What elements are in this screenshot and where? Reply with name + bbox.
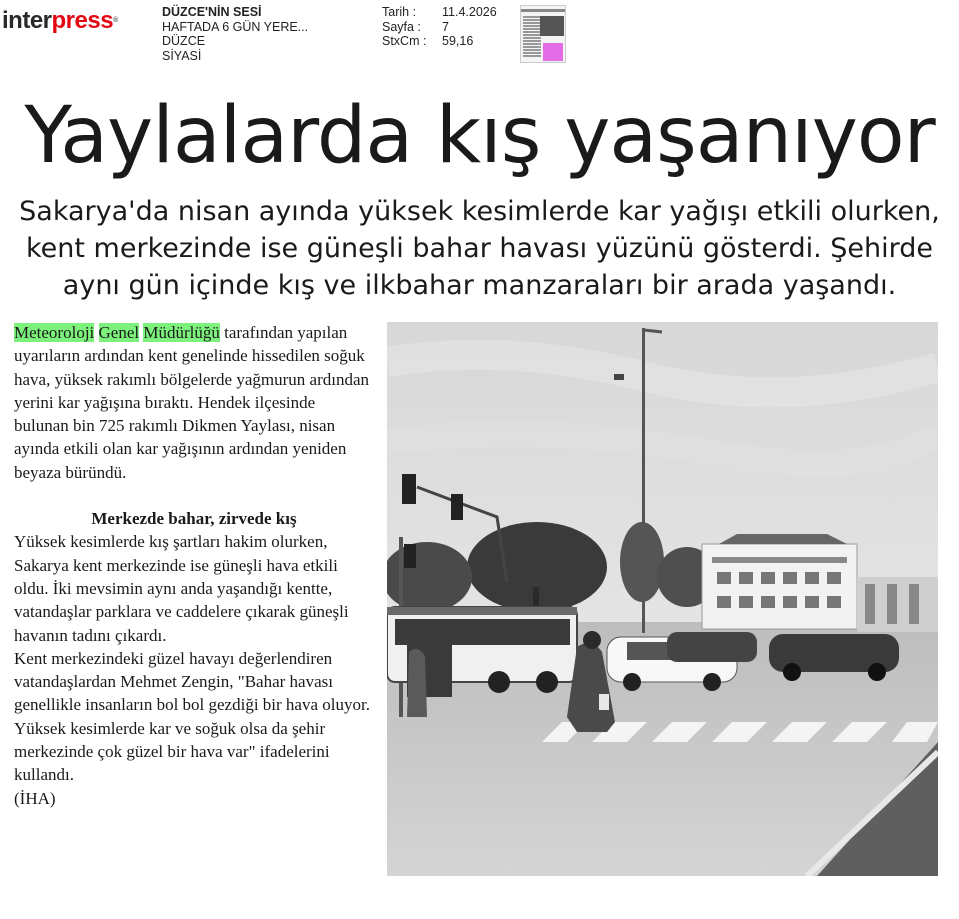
publication-name: DÜZCE'NİN SESİ bbox=[162, 5, 262, 19]
paragraph-3: Kent merkezindeki güzel havayı değerlendiren vatandaşlardan Mehmet Zengin, "Bahar havası genellikle insanların bol bol gezdiği bir hava oluyor. Yüksek kesimlerde kar ve soğuk olsa da şehir merkezinde çok güzel bir hava var" ifadelerini kullandı. bbox=[14, 648, 370, 785]
clip-highlight-region bbox=[543, 43, 563, 61]
meta-value: 7 bbox=[442, 19, 449, 34]
article-deck bbox=[0, 193, 959, 304]
publication-frequency: HAFTADA 6 GÜN YERE... bbox=[162, 19, 309, 34]
page-thumbnail[interactable] bbox=[520, 5, 566, 63]
meta-row-page bbox=[382, 20, 497, 35]
meta-value: 11.4.2026 bbox=[442, 5, 497, 19]
clip-metadata bbox=[382, 5, 497, 49]
meta-key: Sayfa : bbox=[382, 19, 421, 34]
meta-key: StxCm : bbox=[382, 34, 427, 48]
publication-info bbox=[162, 5, 308, 63]
meta-row-size bbox=[382, 34, 497, 49]
highlighted-keyword: Genel bbox=[98, 323, 140, 342]
headline: Yaylalarda kış yaşanıyor bbox=[24, 91, 935, 181]
registered-mark: ® bbox=[113, 17, 118, 24]
logo-main-text: inter bbox=[2, 7, 52, 34]
subheading: Merkezde bahar, zirvede kış bbox=[91, 509, 297, 529]
interpress-logo bbox=[2, 6, 118, 36]
publication-category: SİYASİ bbox=[162, 48, 202, 63]
meta-value: 59,16 bbox=[442, 34, 474, 48]
highlighted-keyword: Meteoroloji bbox=[14, 323, 95, 342]
meta-row-date bbox=[382, 5, 497, 20]
deck-line: kent merkezinde ise güneşli bahar havası yüzünü gösterdi. Şehirde bbox=[25, 233, 933, 264]
paragraph-2: Yüksek kesimlerde kış şartları hakim olurken, Sakarya kent merkezinde ise güneşli hava etkili oldu. İki mevsimin aynı anda yaşandığı kentte, vatandaşlar parklara ve caddelere çıkarak güneşli havanın tadını çıkardı. bbox=[14, 532, 349, 645]
article-photo bbox=[387, 322, 938, 876]
deck-line: Sakarya'da nisan ayında yüksek kesimlerde kar yağışı etkili olurken, bbox=[19, 196, 940, 227]
source-credit: (İHA) bbox=[14, 788, 56, 808]
article-body bbox=[14, 321, 374, 810]
highlighted-keyword: Müdürlüğü bbox=[143, 323, 220, 342]
paragraph-1 bbox=[14, 321, 374, 484]
deck-line: aynı gün içinde kış ve ilkbahar manzaraları bir arada yaşandı. bbox=[62, 270, 897, 301]
meta-key: Tarih : bbox=[382, 5, 417, 19]
logo-accent-text: press bbox=[51, 7, 114, 34]
publication-city: DÜZCE bbox=[162, 34, 206, 48]
paragraph-1-text: tarafından yapılan uyarıların ardından kent genelinde hissedilen soğuk hava, yüksek rakımlı bölgelerde yağmurun ardından yerini kar yağışına bıraktı. Hendek ilçesinde bulunan bin 725 rakımlı Dikmen Yaylası, nisan ayında etkili olan kar yağışının ardından yeniden beyaza büründü. bbox=[14, 323, 369, 482]
